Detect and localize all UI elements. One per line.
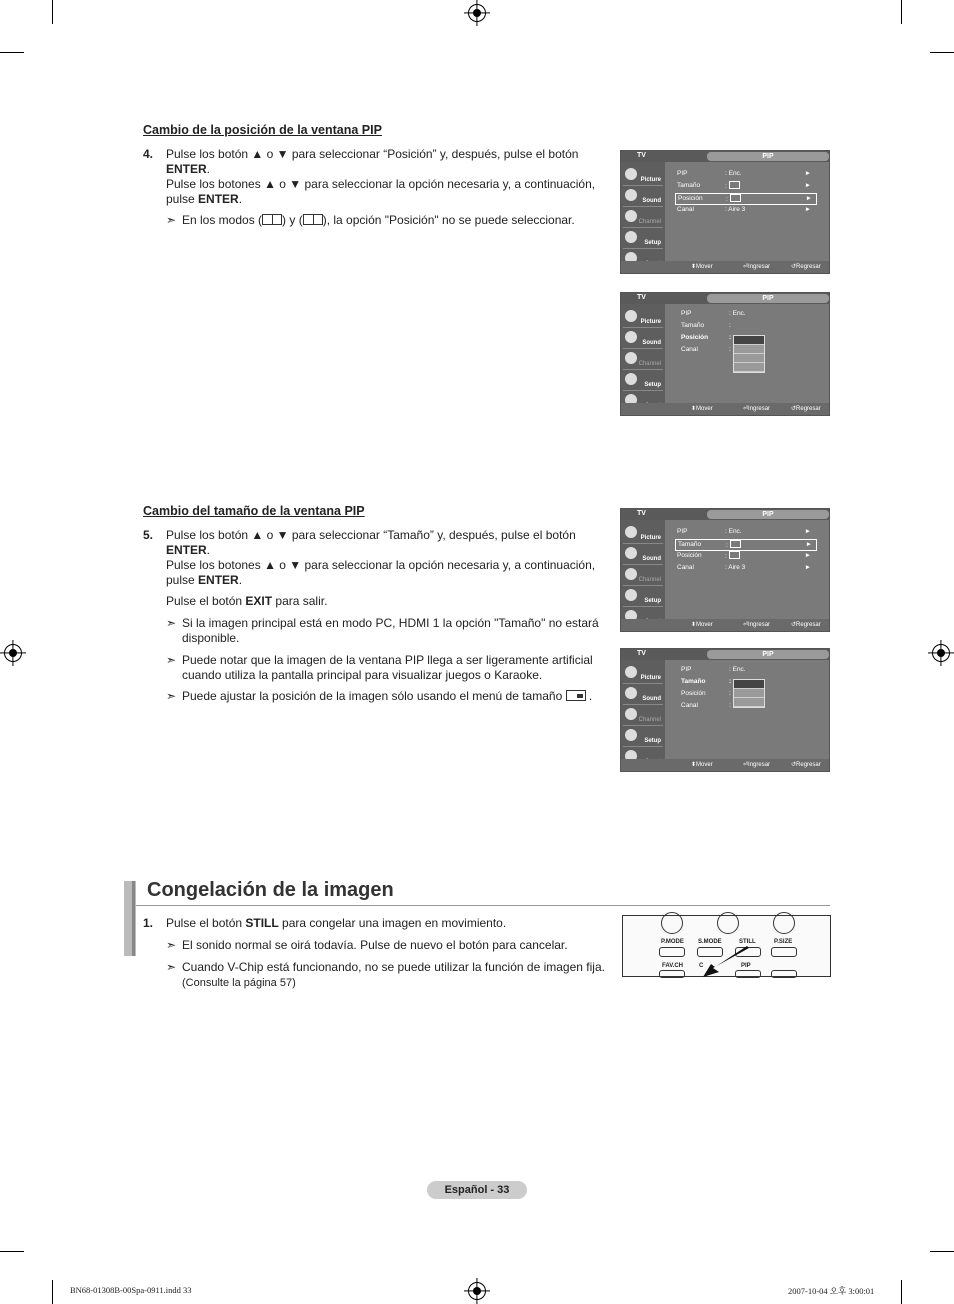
note: ➣ Cuando V-Chip está funcionando, no se puede utilizar la función de imagen fija. (Consulte la página 57) xyxy=(166,960,605,989)
timestamp-slug: 2007-10-04 오후 3:00:01 xyxy=(788,1286,875,1296)
file-slug: BN68-01308B-00Spa-0911.indd 33 xyxy=(70,1285,192,1295)
sound-icon xyxy=(625,331,637,343)
crop-mark xyxy=(930,52,954,53)
note: ➣ Puede notar que la imagen de la ventana PIP llega a ser ligeramente artificial cuando utiliza la pantalla principal para visualizar juegos o Karaoke. xyxy=(166,653,593,682)
picture-icon xyxy=(625,310,637,322)
crop-mark xyxy=(0,1251,24,1252)
sound-icon xyxy=(625,687,637,699)
step-text: Pulse los botón ▲ o ▼ para seleccionar “Tamaño” y, después, pulse el botón ENTER. Pulse los botones ▲ o ▼ para seleccionar la opción necesaria y, a continuación, pulse ENTER. xyxy=(166,528,596,587)
registration-mark-icon xyxy=(468,1282,486,1300)
step-number: 4. xyxy=(143,147,154,161)
registration-mark-icon xyxy=(468,4,486,22)
channel-icon xyxy=(625,352,637,364)
osd-screen: TV PIP Picture Sound Channel Setup PIP : Enc. Tamaño : Posición : Canal : ⬍ Mover ⏎ Ingresar ↺ Regresar xyxy=(620,292,830,416)
note: ➣ Puede ajustar la posición de la imagen sólo usando el menú de tamaño . xyxy=(166,689,593,703)
note: ➣ El sonido normal se oirá todavía. Pulse de nuevo el botón para cancelar. xyxy=(166,938,568,952)
channel-icon xyxy=(625,568,637,580)
step-number: 5. xyxy=(143,528,154,542)
setup-icon xyxy=(625,589,637,601)
registration-mark-icon xyxy=(932,644,950,662)
split-mode-icon xyxy=(262,214,282,225)
channel-icon xyxy=(625,210,637,222)
picture-icon xyxy=(625,666,637,678)
exit-text: Pulse el botón EXIT para salir. xyxy=(166,594,328,608)
osd-screen: TV PIP Picture Sound Channel Setup PIP : Enc. ► Tamaño : ► Posición : ► Canal : Aire 3 ► ⬍ Mover ⏎ Ingresar ↺ Regresar xyxy=(620,150,830,274)
note-arrow-icon: ➣ xyxy=(166,689,177,703)
setup-icon xyxy=(625,729,637,741)
section-title-size: Cambio del tamaño de la ventana PIP xyxy=(143,504,365,518)
sound-icon xyxy=(625,189,637,201)
step-text: Pulse los botón ▲ o ▼ para seleccionar “Posición” y, después, pulse el botón ENTER. Pulse los botones ▲ o ▼ para seleccionar la opción necesaria y, a continuación, pulse ENTER. xyxy=(166,147,596,206)
return-icon xyxy=(661,912,683,934)
note-arrow-icon: ➣ xyxy=(166,653,177,667)
pointer-arrow-icon xyxy=(701,946,751,978)
divider xyxy=(136,905,830,906)
sound-icon xyxy=(625,547,637,559)
remote-illustration: P.MODE S.MODE STILL P.SIZE FAV.CH C PIP xyxy=(622,915,831,977)
note-arrow-icon: ➣ xyxy=(166,616,177,630)
split-mode-icon xyxy=(303,214,323,225)
crop-mark xyxy=(901,1280,902,1304)
step-number: 1. xyxy=(143,916,154,930)
note: ➣ En los modos ( ) y ( ), la opción "Posición" no se puede seleccionar. xyxy=(166,213,575,227)
note: ➣ Si la imagen principal está en modo PC, HDMI 1 la opción "Tamaño" no estará disponible. xyxy=(166,616,599,645)
crop-mark xyxy=(52,0,53,24)
osd-screen: TV PIP Picture Sound Channel Setup PIP : Enc. Tamaño : Posición : Canal : ⬍ Mover ⏎ Ingresar ↺ Regresar xyxy=(620,648,830,772)
section-title-position: Cambio de la posición de la ventana PIP xyxy=(143,123,382,137)
note-arrow-icon: ➣ xyxy=(166,213,177,227)
picture-icon xyxy=(625,526,637,538)
section-bar xyxy=(132,881,135,956)
page-number: Español - 33 xyxy=(427,1181,527,1199)
pip-size-icon xyxy=(566,690,586,701)
crop-mark xyxy=(0,52,24,53)
step-text: Pulse el botón STILL para congelar una imagen en movimiento. xyxy=(166,916,507,930)
osd-screen: TV PIP Picture Sound Channel Setup PIP : Enc. ► Tamaño : ► Posición : ► Canal : Aire 3 ► ⬍ Mover ⏎ Ingresar ↺ Regresar xyxy=(620,508,830,632)
picture-icon xyxy=(625,168,637,180)
note-arrow-icon: ➣ xyxy=(166,938,177,952)
crop-mark xyxy=(52,1280,53,1304)
registration-mark-icon xyxy=(4,644,22,662)
page-title: Congelación de la imagen xyxy=(147,879,394,901)
crop-mark xyxy=(930,1251,954,1252)
setup-icon xyxy=(625,373,637,385)
note-arrow-icon: ➣ xyxy=(166,960,177,974)
channel-icon xyxy=(625,708,637,720)
setup-icon xyxy=(625,231,637,243)
crop-mark xyxy=(901,0,902,24)
